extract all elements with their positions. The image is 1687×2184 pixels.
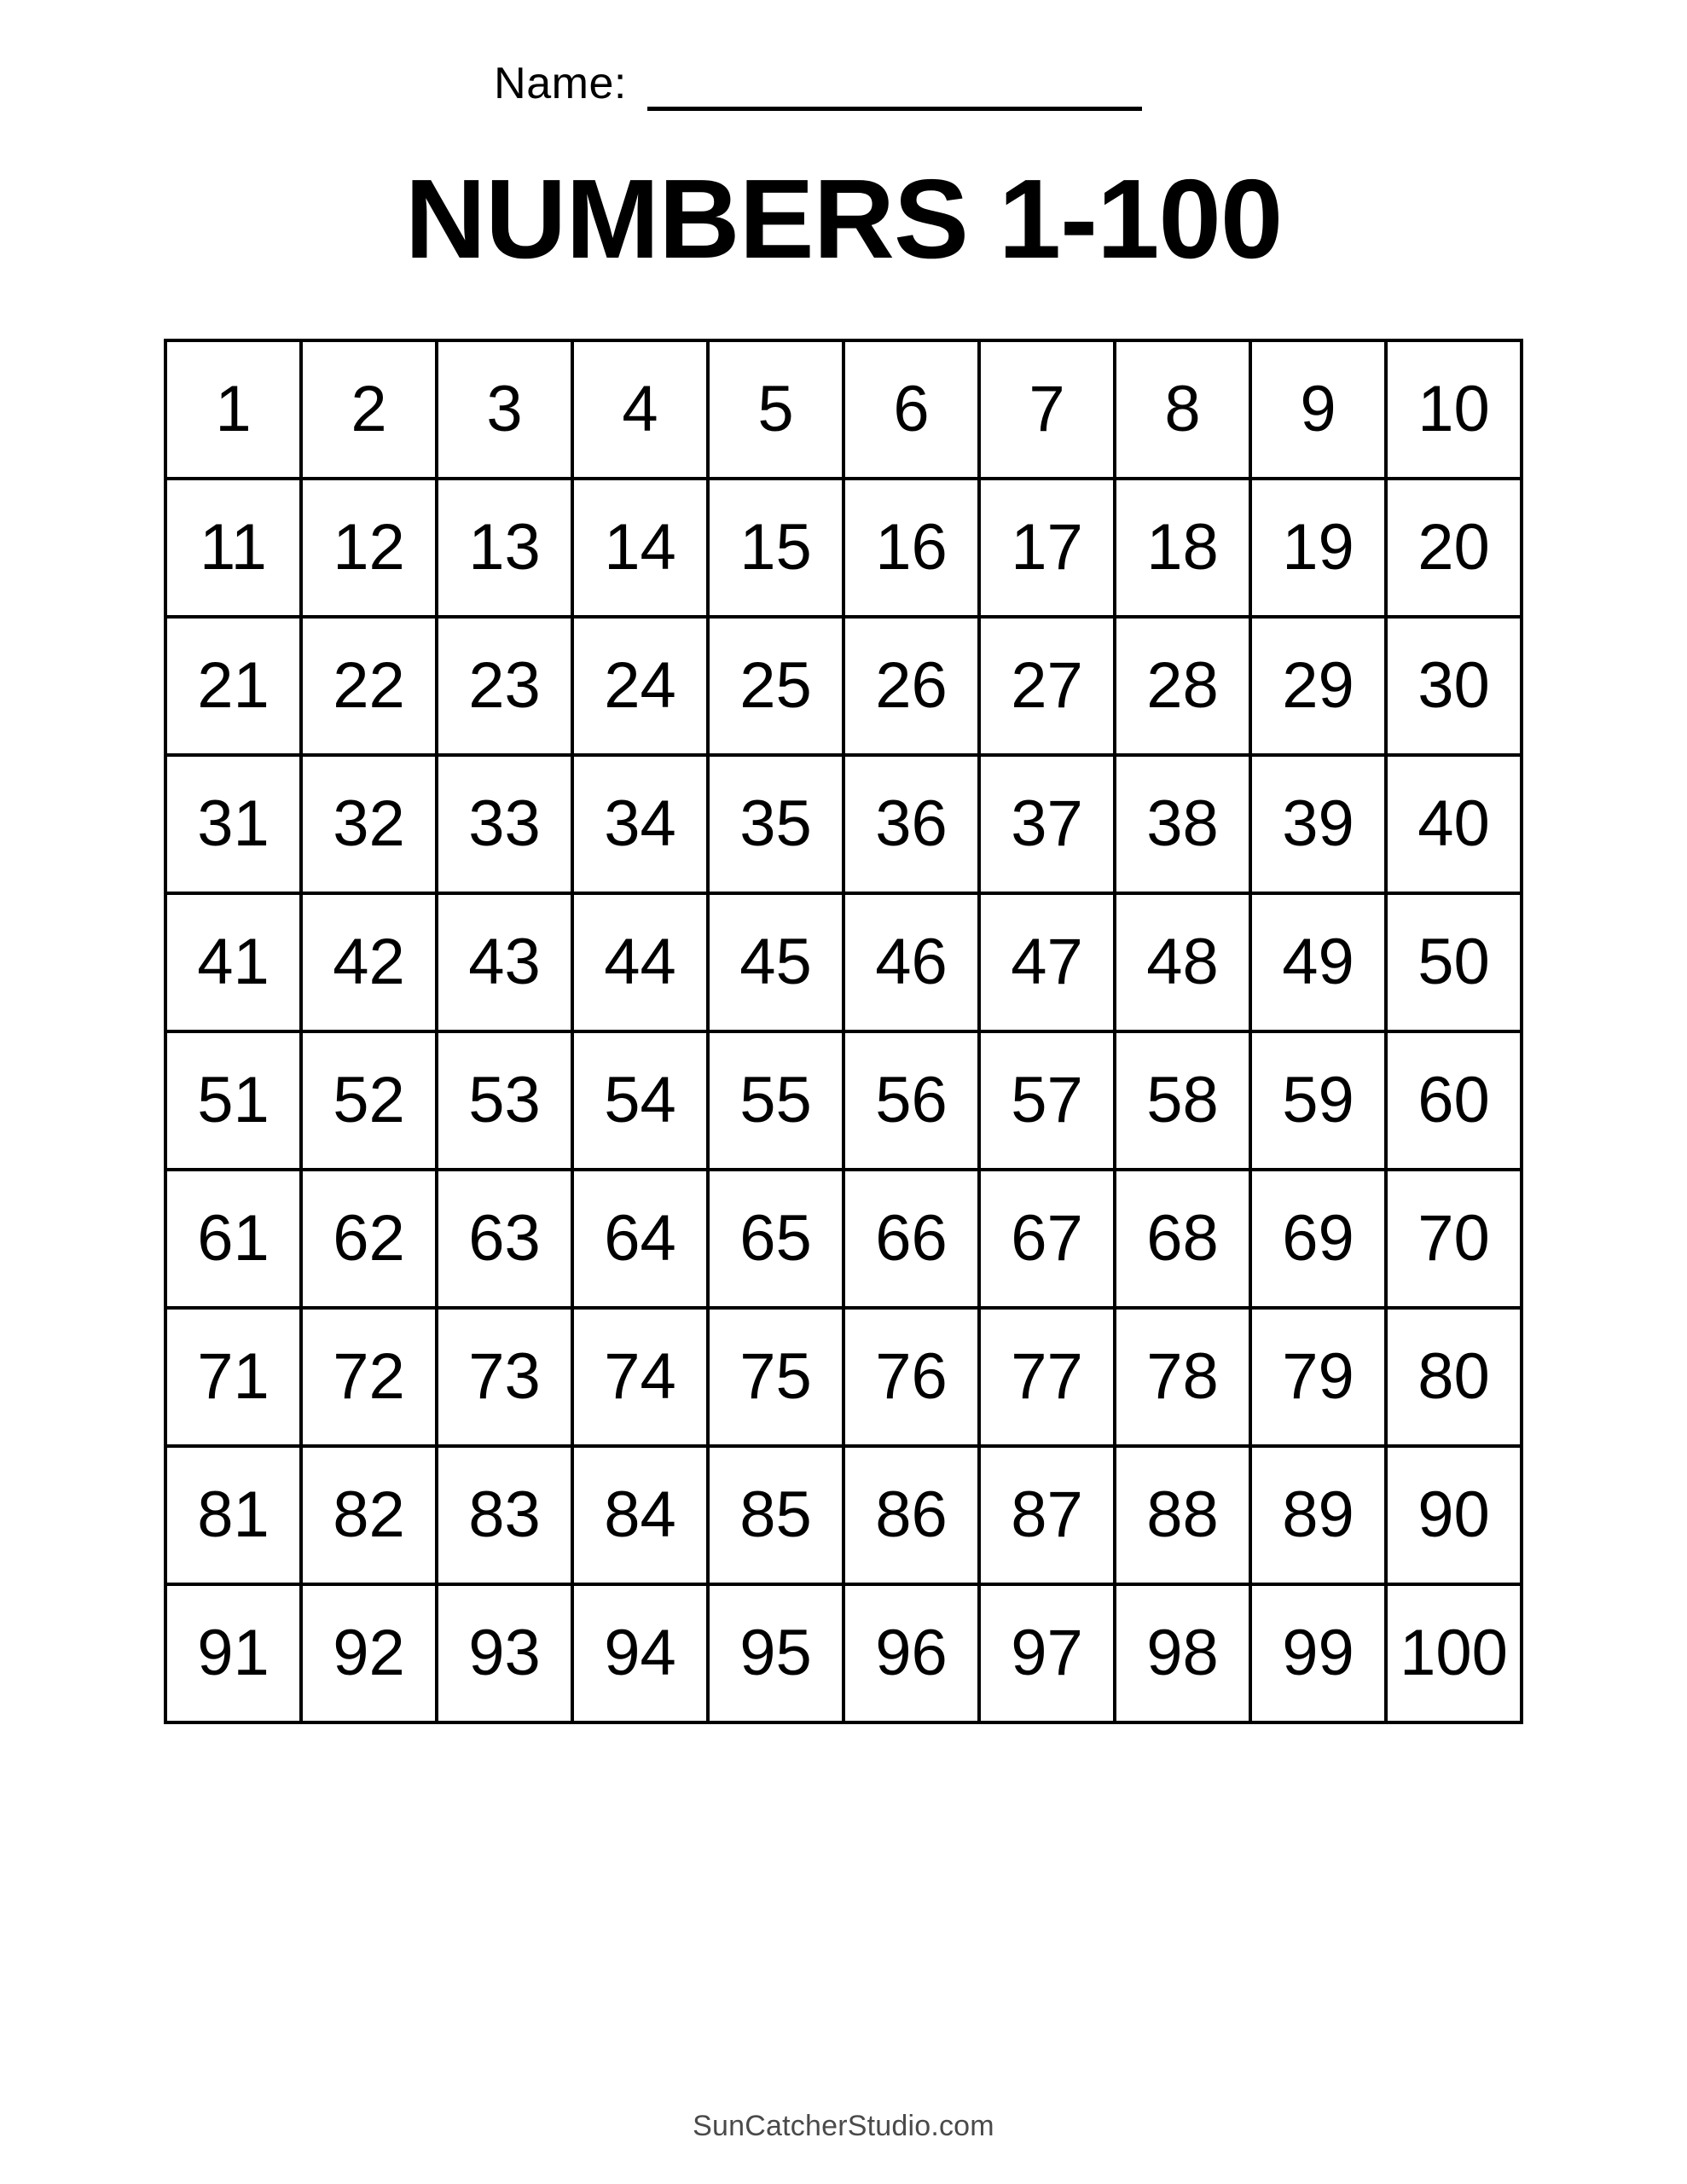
grid-cell[interactable]: 47 — [979, 893, 1115, 1031]
grid-cell[interactable]: 11 — [165, 479, 301, 617]
grid-cell[interactable]: 76 — [844, 1308, 979, 1446]
grid-cell[interactable]: 79 — [1250, 1308, 1386, 1446]
grid-cell[interactable]: 49 — [1250, 893, 1386, 1031]
grid-cell[interactable]: 45 — [708, 893, 844, 1031]
grid-cell[interactable]: 31 — [165, 755, 301, 893]
table-row — [165, 893, 1522, 1031]
grid-cell[interactable]: 56 — [844, 1031, 979, 1170]
grid-cell[interactable]: 8 — [1115, 340, 1250, 479]
grid-cell[interactable]: 73 — [437, 1308, 572, 1446]
grid-cell[interactable]: 48 — [1115, 893, 1250, 1031]
grid-cell[interactable]: 46 — [844, 893, 979, 1031]
grid-cell[interactable]: 12 — [301, 479, 437, 617]
grid-cell[interactable]: 18 — [1115, 479, 1250, 617]
grid-cell[interactable]: 53 — [437, 1031, 572, 1170]
table-row — [165, 1031, 1522, 1170]
grid-cell[interactable]: 21 — [165, 617, 301, 755]
grid-cell[interactable]: 35 — [708, 755, 844, 893]
grid-cell[interactable]: 61 — [165, 1170, 301, 1308]
grid-cell[interactable]: 67 — [979, 1170, 1115, 1308]
grid-cell[interactable]: 34 — [572, 755, 708, 893]
grid-cell[interactable]: 14 — [572, 479, 708, 617]
grid-cell[interactable]: 89 — [1250, 1446, 1386, 1584]
grid-cell[interactable]: 13 — [437, 479, 572, 617]
grid-cell[interactable]: 33 — [437, 755, 572, 893]
grid-cell[interactable]: 16 — [844, 479, 979, 617]
grid-cell[interactable]: 32 — [301, 755, 437, 893]
grid-cell[interactable]: 70 — [1386, 1170, 1522, 1308]
grid-cell[interactable]: 20 — [1386, 479, 1522, 617]
grid-cell[interactable]: 37 — [979, 755, 1115, 893]
number-grid — [164, 339, 1523, 1724]
grid-cell[interactable]: 68 — [1115, 1170, 1250, 1308]
grid-cell[interactable]: 82 — [301, 1446, 437, 1584]
grid-cell[interactable]: 54 — [572, 1031, 708, 1170]
grid-cell[interactable]: 5 — [708, 340, 844, 479]
grid-cell[interactable]: 92 — [301, 1584, 437, 1722]
grid-cell[interactable]: 97 — [979, 1584, 1115, 1722]
grid-cell[interactable]: 27 — [979, 617, 1115, 755]
grid-cell[interactable]: 59 — [1250, 1031, 1386, 1170]
grid-cell[interactable]: 87 — [979, 1446, 1115, 1584]
grid-cell[interactable]: 40 — [1386, 755, 1522, 893]
grid-cell[interactable]: 24 — [572, 617, 708, 755]
grid-cell[interactable]: 83 — [437, 1446, 572, 1584]
grid-cell[interactable]: 50 — [1386, 893, 1522, 1031]
table-row — [165, 1584, 1522, 1722]
page-title: NUMBERS 1-100 — [404, 156, 1283, 282]
grid-cell[interactable]: 43 — [437, 893, 572, 1031]
grid-cell[interactable]: 93 — [437, 1584, 572, 1722]
grid-cell[interactable]: 64 — [572, 1170, 708, 1308]
grid-cell[interactable]: 77 — [979, 1308, 1115, 1446]
name-label: Name: — [494, 59, 627, 108]
grid-cell[interactable]: 22 — [301, 617, 437, 755]
grid-cell[interactable]: 90 — [1386, 1446, 1522, 1584]
grid-cell[interactable]: 57 — [979, 1031, 1115, 1170]
grid-cell[interactable]: 98 — [1115, 1584, 1250, 1722]
grid-cell[interactable]: 28 — [1115, 617, 1250, 755]
grid-cell[interactable]: 55 — [708, 1031, 844, 1170]
grid-cell[interactable]: 63 — [437, 1170, 572, 1308]
grid-cell[interactable]: 75 — [708, 1308, 844, 1446]
grid-cell[interactable]: 65 — [708, 1170, 844, 1308]
grid-cell[interactable]: 78 — [1115, 1308, 1250, 1446]
grid-cell[interactable]: 58 — [1115, 1031, 1250, 1170]
grid-cell[interactable]: 80 — [1386, 1308, 1522, 1446]
grid-cell[interactable]: 95 — [708, 1584, 844, 1722]
name-field-row — [0, 61, 1687, 111]
grid-cell[interactable]: 100 — [1386, 1584, 1522, 1722]
grid-cell[interactable]: 81 — [165, 1446, 301, 1584]
grid-cell[interactable]: 3 — [437, 340, 572, 479]
table-row — [165, 1170, 1522, 1308]
table-row — [165, 479, 1522, 617]
grid-cell[interactable]: 29 — [1250, 617, 1386, 755]
grid-cell[interactable]: 62 — [301, 1170, 437, 1308]
grid-cell[interactable]: 52 — [301, 1031, 437, 1170]
table-row — [165, 1446, 1522, 1584]
grid-cell[interactable]: 23 — [437, 617, 572, 755]
grid-cell[interactable]: 91 — [165, 1584, 301, 1722]
grid-cell[interactable]: 84 — [572, 1446, 708, 1584]
grid-cell[interactable]: 42 — [301, 893, 437, 1031]
grid-cell[interactable]: 36 — [844, 755, 979, 893]
table-row — [165, 340, 1522, 479]
grid-cell[interactable]: 41 — [165, 893, 301, 1031]
footer-credit: SunCatcherStudio.com — [693, 2110, 994, 2142]
grid-cell[interactable]: 88 — [1115, 1446, 1250, 1584]
grid-cell[interactable]: 2 — [301, 340, 437, 479]
grid-cell[interactable]: 86 — [844, 1446, 979, 1584]
grid-cell[interactable]: 85 — [708, 1446, 844, 1584]
grid-cell[interactable]: 1 — [165, 340, 301, 479]
grid-cell[interactable]: 30 — [1386, 617, 1522, 755]
grid-cell[interactable]: 74 — [572, 1308, 708, 1446]
grid-cell[interactable]: 15 — [708, 479, 844, 617]
grid-cell[interactable]: 51 — [165, 1031, 301, 1170]
grid-cell[interactable]: 6 — [844, 340, 979, 479]
grid-cell[interactable]: 10 — [1386, 340, 1522, 479]
grid-cell[interactable]: 94 — [572, 1584, 708, 1722]
grid-cell[interactable]: 72 — [301, 1308, 437, 1446]
grid-cell[interactable]: 96 — [844, 1584, 979, 1722]
name-input-blank[interactable] — [647, 98, 1142, 111]
grid-cell[interactable]: 7 — [979, 340, 1115, 479]
grid-cell[interactable]: 44 — [572, 893, 708, 1031]
grid-cell[interactable]: 66 — [844, 1170, 979, 1308]
grid-cell[interactable]: 39 — [1250, 755, 1386, 893]
grid-cell[interactable]: 26 — [844, 617, 979, 755]
grid-cell[interactable]: 38 — [1115, 755, 1250, 893]
table-row — [165, 755, 1522, 893]
table-row — [165, 1308, 1522, 1446]
grid-cell[interactable]: 19 — [1250, 479, 1386, 617]
number-grid-container — [164, 339, 1523, 1724]
grid-cell[interactable]: 4 — [572, 340, 708, 479]
grid-cell[interactable]: 25 — [708, 617, 844, 755]
grid-cell[interactable]: 17 — [979, 479, 1115, 617]
grid-cell[interactable]: 99 — [1250, 1584, 1386, 1722]
grid-cell[interactable]: 60 — [1386, 1031, 1522, 1170]
table-row — [165, 617, 1522, 755]
grid-cell[interactable]: 69 — [1250, 1170, 1386, 1308]
grid-cell[interactable]: 9 — [1250, 340, 1386, 479]
grid-cell[interactable]: 71 — [165, 1308, 301, 1446]
